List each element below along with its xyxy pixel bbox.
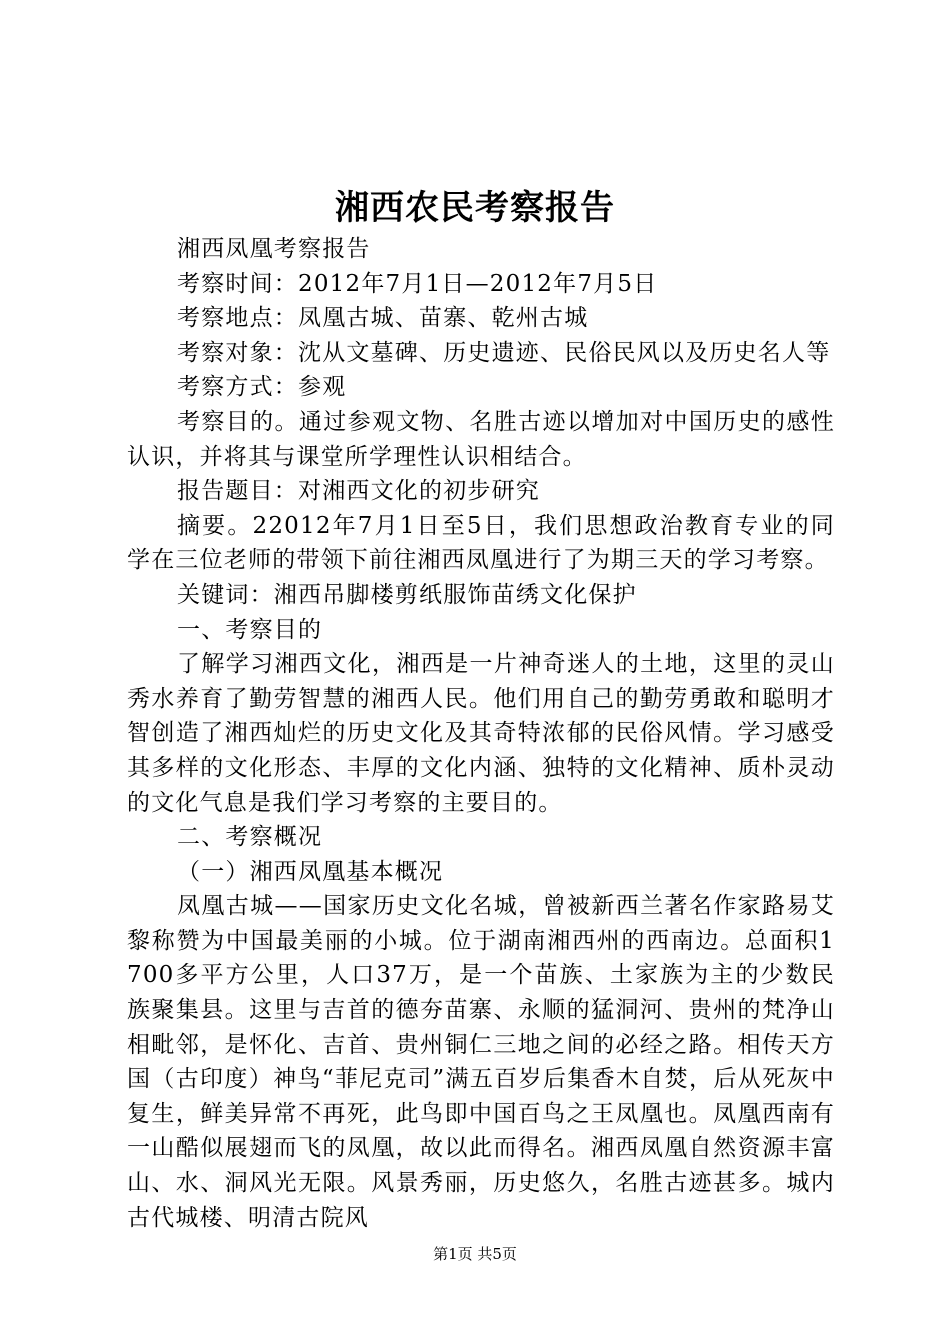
paragraph-location: 考察地点：凤凰古城、苗寨、乾州古城 <box>177 305 589 332</box>
paragraph-overview: 凤凰古城——国家历史文化名城，曾被新西兰著名作家路易艾黎称赞为中国最美丽的小城。位于湖南湘西州的西南边。总面积1700多平方公里，人口37万，是一个苗族、土家族为主的少数民族聚集县。这里与吉首的德夯苗寨、永顺的猛洞河、贵州的梵净山相毗邻，是怀化、吉首、贵州铜仁三地之间的必经之路。相传天方国（古印度）神鸟“菲尼克司”满五百岁后集香木自焚，后从死灰中复生，鲜美异常不再死，此鸟即中国百鸟之王凤凰也。凤凰西南有一山酷似展翅而飞的凤凰，故以此而得名。湘西凤凰自然资源丰富山、水、洞风光无限。风景秀丽，历史悠久，名胜古迹甚多。城内古代城楼、明清古院风 <box>127 893 835 1231</box>
subsection-heading-1: （一）湘西凤凰基本概况 <box>177 858 444 885</box>
paragraph-objects: 考察对象：沈从文墓碑、历史遗迹、民俗民风以及历史名人等 <box>177 339 831 366</box>
paragraph-purpose: 考察目的。通过参观文物、名胜古迹以增加对中国历史的感性认识，并将其与课堂所学理性认识相结合。 <box>127 408 835 470</box>
paragraph-method: 考察方式：参观 <box>177 374 347 401</box>
document-title: 湘西农民考察报告 <box>335 188 615 228</box>
paragraph-topic: 报告题目：对湘西文化的初步研究 <box>177 478 540 505</box>
paragraph-subtitle: 湘西凤凰考察报告 <box>177 236 371 262</box>
document-body <box>127 232 835 1235</box>
paragraph-keywords: 关键词：湘西吊脚楼剪纸服饰苗绣文化保护 <box>177 581 637 608</box>
paragraph-section-1: 了解学习湘西文化，湘西是一片神奇迷人的土地，这里的灵山秀水养育了勤劳智慧的湘西人民。他们用自己的勤劳勇敢和聪明才智创造了湘西灿烂的历史文化及其奇特浓郁的民俗风情。学习感受其多样的文化形态、丰厚的文化内涵、独特的文化精神、质朴灵动的文化气息是我们学习考察的主要目的。 <box>127 651 835 816</box>
paragraph-time: 考察时间：2012年7月1日—2012年7月5日 <box>177 270 658 297</box>
paragraph-abstract: 摘要。22012年7月1日至5日，我们思想政治教育专业的同学在三位老师的带领下前往湘西凤凰进行了为期三天的学习考察。 <box>127 512 835 574</box>
section-heading-1: 一、考察目的 <box>177 616 323 643</box>
section-heading-2: 二、考察概况 <box>177 824 323 851</box>
page-footer: 第1页 共5页 <box>433 1245 517 1263</box>
